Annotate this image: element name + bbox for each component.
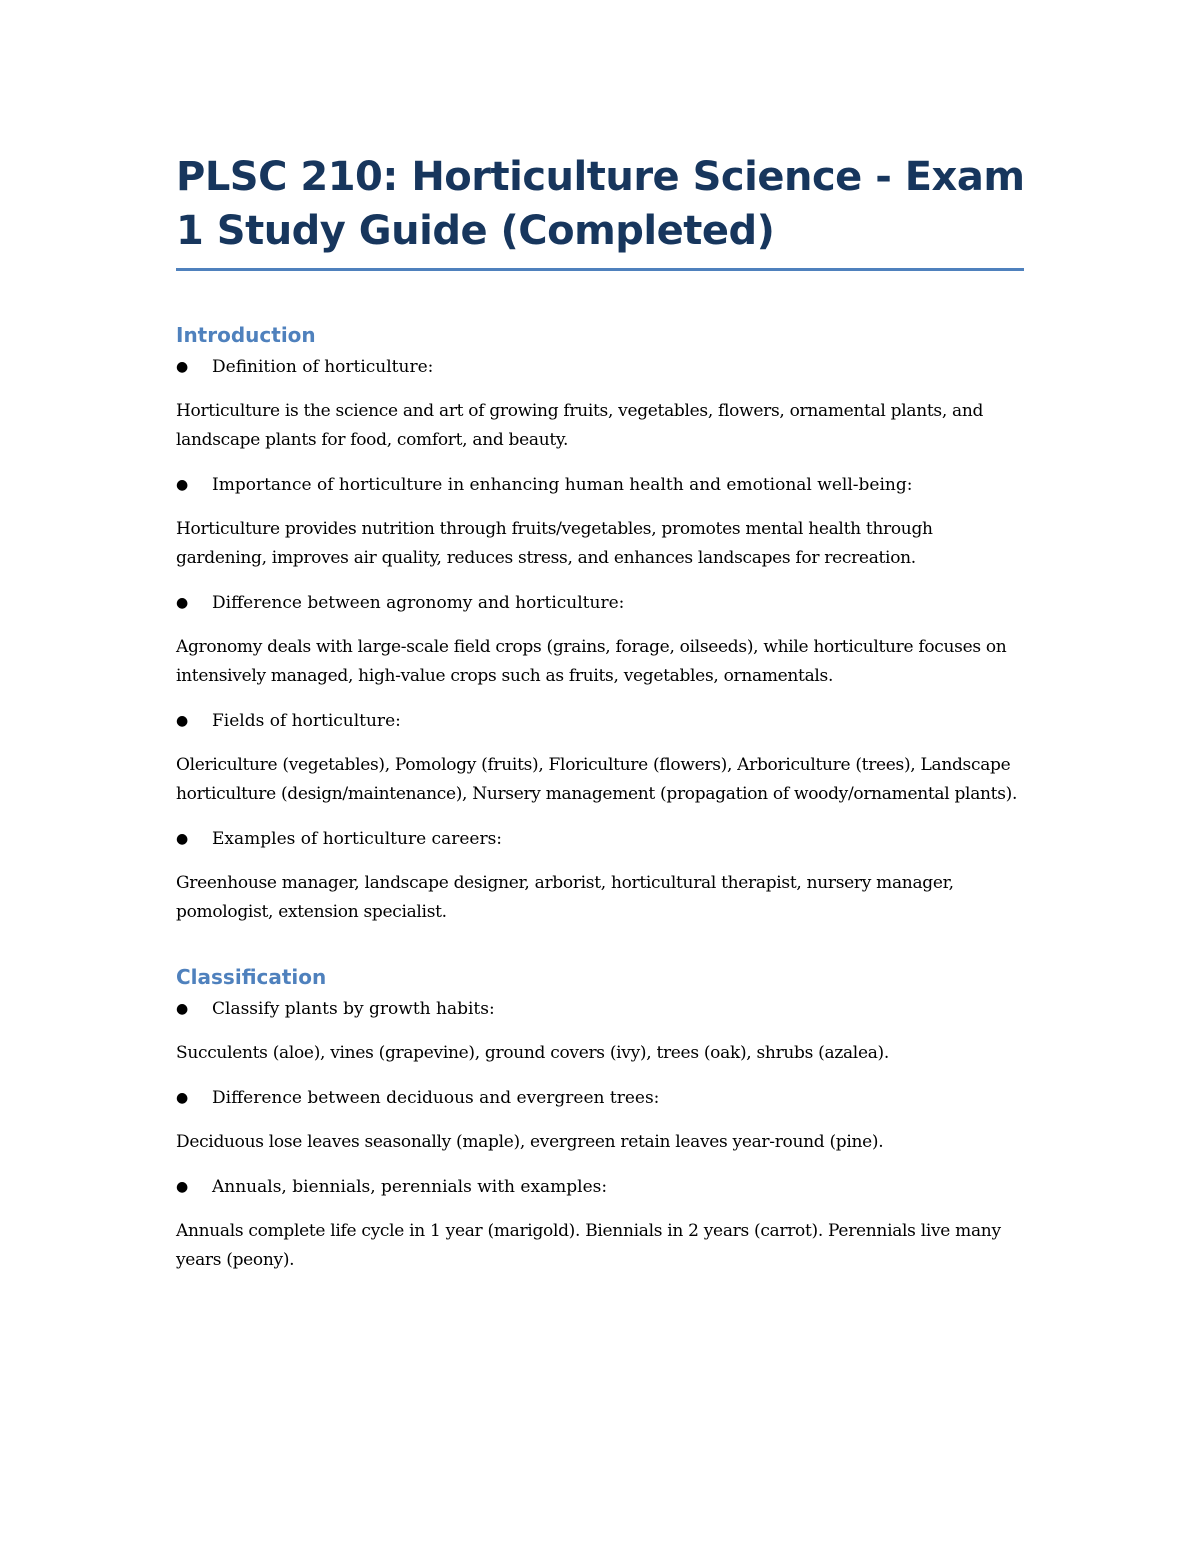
bullet-item (176, 589, 1026, 617)
section-classification (176, 963, 1026, 1275)
bullet-text: Fields of horticulture: (212, 711, 401, 731)
bullet-icon: ● (176, 595, 189, 611)
bullet-text: Classify plants by growth habits: (212, 999, 495, 1019)
bullet-icon: ● (176, 1179, 189, 1195)
document-page (176, 150, 1026, 1311)
bullet-item (176, 825, 1026, 853)
bullet-icon: ● (176, 713, 189, 729)
bullet-text: Annuals, biennials, perennials with examples: (212, 1177, 608, 1197)
bullet-text: Definition of horticulture: (212, 357, 434, 377)
answer-paragraph: Olericulture (vegetables), Pomology (fruits), Floriculture (flowers), Arboriculture (trees), Landscape horticulture (design/maintenance), Nursery management (propagation of woody/ornamental plants). (176, 755, 1018, 804)
answer-paragraph: Horticulture is the science and art of growing fruits, vegetables, flowers, ornamental plants, and landscape plants for food, comfort, and beauty. (176, 401, 984, 450)
bullet-item (176, 995, 1026, 1023)
bullet-text: Difference between deciduous and evergreen trees: (212, 1088, 660, 1108)
section-introduction (176, 321, 1026, 927)
bullet-icon: ● (176, 1090, 189, 1106)
answer-paragraph: Greenhouse manager, landscape designer, arborist, horticultural therapist, nursery manager, pomologist, extension specialist. (176, 873, 954, 922)
bullet-text: Examples of horticulture careers: (212, 829, 503, 849)
bullet-item (176, 1173, 1026, 1201)
bullet-text: Difference between agronomy and horticulture: (212, 593, 625, 613)
answer-paragraph: Agronomy deals with large-scale field crops (grains, forage, oilseeds), while horticulture focuses on intensively managed, high-value crops such as fruits, vegetables, ornamentals. (176, 637, 1007, 686)
bullet-item (176, 1084, 1026, 1112)
bullet-item (176, 353, 1026, 381)
section-heading: Introduction (176, 323, 316, 347)
bullet-icon: ● (176, 477, 189, 493)
document-title: PLSC 210: Horticulture Science - Exam 1 Study Guide (Completed) (176, 154, 1025, 254)
bullet-icon: ● (176, 359, 189, 375)
bullet-icon: ● (176, 831, 189, 847)
section-heading: Classification (176, 965, 327, 989)
bullet-item (176, 471, 1026, 499)
answer-paragraph: Deciduous lose leaves seasonally (maple), evergreen retain leaves year-round (pine). (176, 1132, 884, 1152)
answer-paragraph: Horticulture provides nutrition through fruits/vegetables, promotes mental health through gardening, improves air quality, reduces stress, and enhances landscapes for recreation. (176, 519, 933, 568)
answer-paragraph: Annuals complete life cycle in 1 year (marigold). Biennials in 2 years (carrot). Perennials live many years (peony). (176, 1221, 1001, 1270)
bullet-item (176, 707, 1026, 735)
bullet-icon: ● (176, 1001, 189, 1017)
title-underline (176, 268, 1024, 271)
answer-paragraph: Succulents (aloe), vines (grapevine), ground covers (ivy), trees (oak), shrubs (azalea). (176, 1043, 889, 1063)
bullet-text: Importance of horticulture in enhancing human health and emotional well-being: (212, 475, 913, 495)
